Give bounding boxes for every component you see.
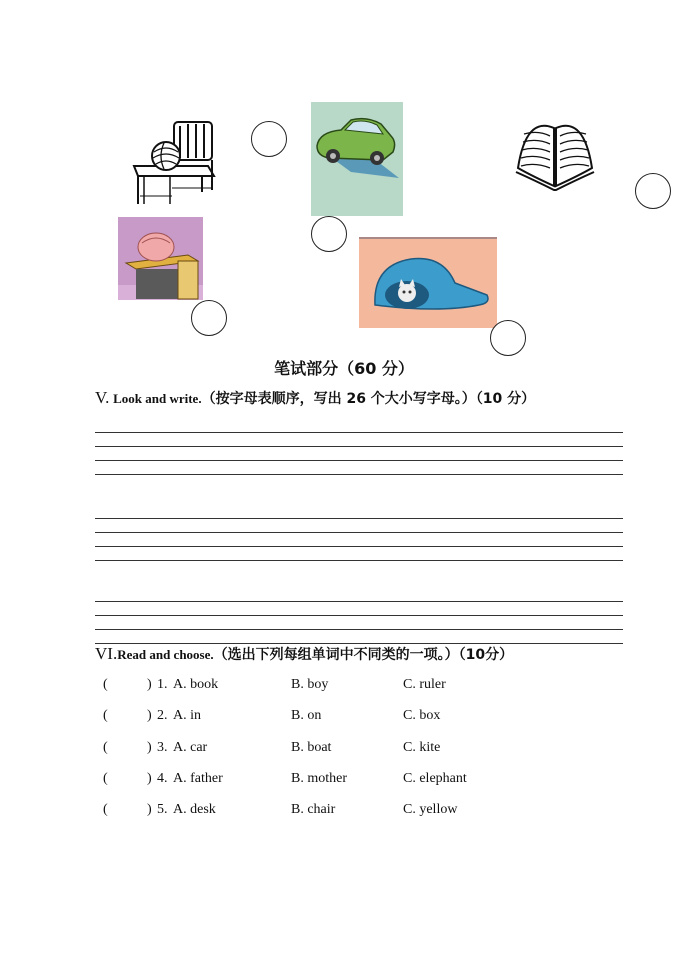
option-a: A. car — [173, 740, 208, 755]
question-number: 1. — [157, 677, 168, 692]
answer-circle-1[interactable] — [251, 121, 287, 157]
answer-paren-open[interactable]: ( — [103, 708, 108, 723]
writing-line[interactable] — [95, 546, 623, 547]
writing-line[interactable] — [95, 629, 623, 630]
section-v-heading — [95, 388, 535, 408]
cat-cap-image — [359, 237, 497, 328]
answer-circle-4[interactable] — [191, 300, 227, 336]
writing-line[interactable] — [95, 560, 623, 561]
answer-paren-close[interactable]: ) — [147, 802, 152, 817]
answer-paren-close[interactable]: ) — [147, 708, 152, 723]
option-c: C. box — [403, 708, 441, 723]
section-vi-title: Read and choose. — [117, 647, 214, 662]
answer-circle-5[interactable] — [490, 320, 526, 356]
question-number: 2. — [157, 708, 168, 723]
answer-paren-open[interactable]: ( — [103, 740, 108, 755]
option-c: C. kite — [403, 740, 441, 755]
answer-paren-close[interactable]: ) — [147, 771, 152, 786]
answer-circle-3[interactable] — [311, 216, 347, 252]
writing-line[interactable] — [95, 446, 623, 447]
option-b: B. mother — [291, 771, 347, 786]
section-vi-heading — [95, 644, 513, 664]
option-b: B. boy — [291, 677, 329, 692]
writing-line[interactable] — [95, 615, 623, 616]
writing-line[interactable] — [95, 601, 623, 602]
section-vi-score: （10分） — [458, 647, 514, 663]
option-c: C. yellow — [403, 802, 458, 817]
option-b: B. boat — [291, 740, 332, 755]
bag-desk-image — [118, 217, 203, 300]
option-a: A. book — [173, 677, 219, 692]
chair-ball-image — [128, 118, 218, 208]
option-b: B. on — [291, 708, 322, 723]
option-a: A. father — [173, 771, 223, 786]
writing-line[interactable] — [95, 518, 623, 519]
option-c: C. elephant — [403, 771, 467, 786]
written-part-title: 笔试部分（60 分） — [274, 359, 414, 378]
writing-line[interactable] — [95, 432, 623, 433]
car-image — [311, 102, 403, 216]
option-c: C. ruler — [403, 677, 446, 692]
option-a: A. desk — [173, 802, 216, 817]
answer-paren-open[interactable]: ( — [103, 677, 108, 692]
answer-paren-open[interactable]: ( — [103, 771, 108, 786]
book-image — [514, 106, 596, 192]
question-number: 5. — [157, 802, 168, 817]
section-v-instruction: （按字母表顺序，写出 26 个大小写字母。） — [201, 391, 476, 407]
section-v-title: Look and write. — [113, 391, 202, 406]
section-vi-number: VI. — [95, 644, 118, 663]
answer-circle-2[interactable] — [635, 173, 671, 209]
section-v-score: （10 分） — [475, 391, 536, 407]
answer-paren-open[interactable]: ( — [103, 802, 108, 817]
writing-line[interactable] — [95, 532, 623, 533]
writing-line[interactable] — [95, 460, 623, 461]
answer-paren-close[interactable]: ) — [147, 740, 152, 755]
option-b: B. chair — [291, 802, 336, 817]
answer-paren-close[interactable]: ) — [147, 677, 152, 692]
writing-line[interactable] — [95, 474, 623, 475]
question-number: 3. — [157, 740, 168, 755]
question-number: 4. — [157, 771, 168, 786]
section-v-number: V. — [95, 388, 110, 407]
option-a: A. in — [173, 708, 201, 723]
section-vi-instruction: （选出下列每组单词中不同类的一项。） — [213, 647, 459, 663]
